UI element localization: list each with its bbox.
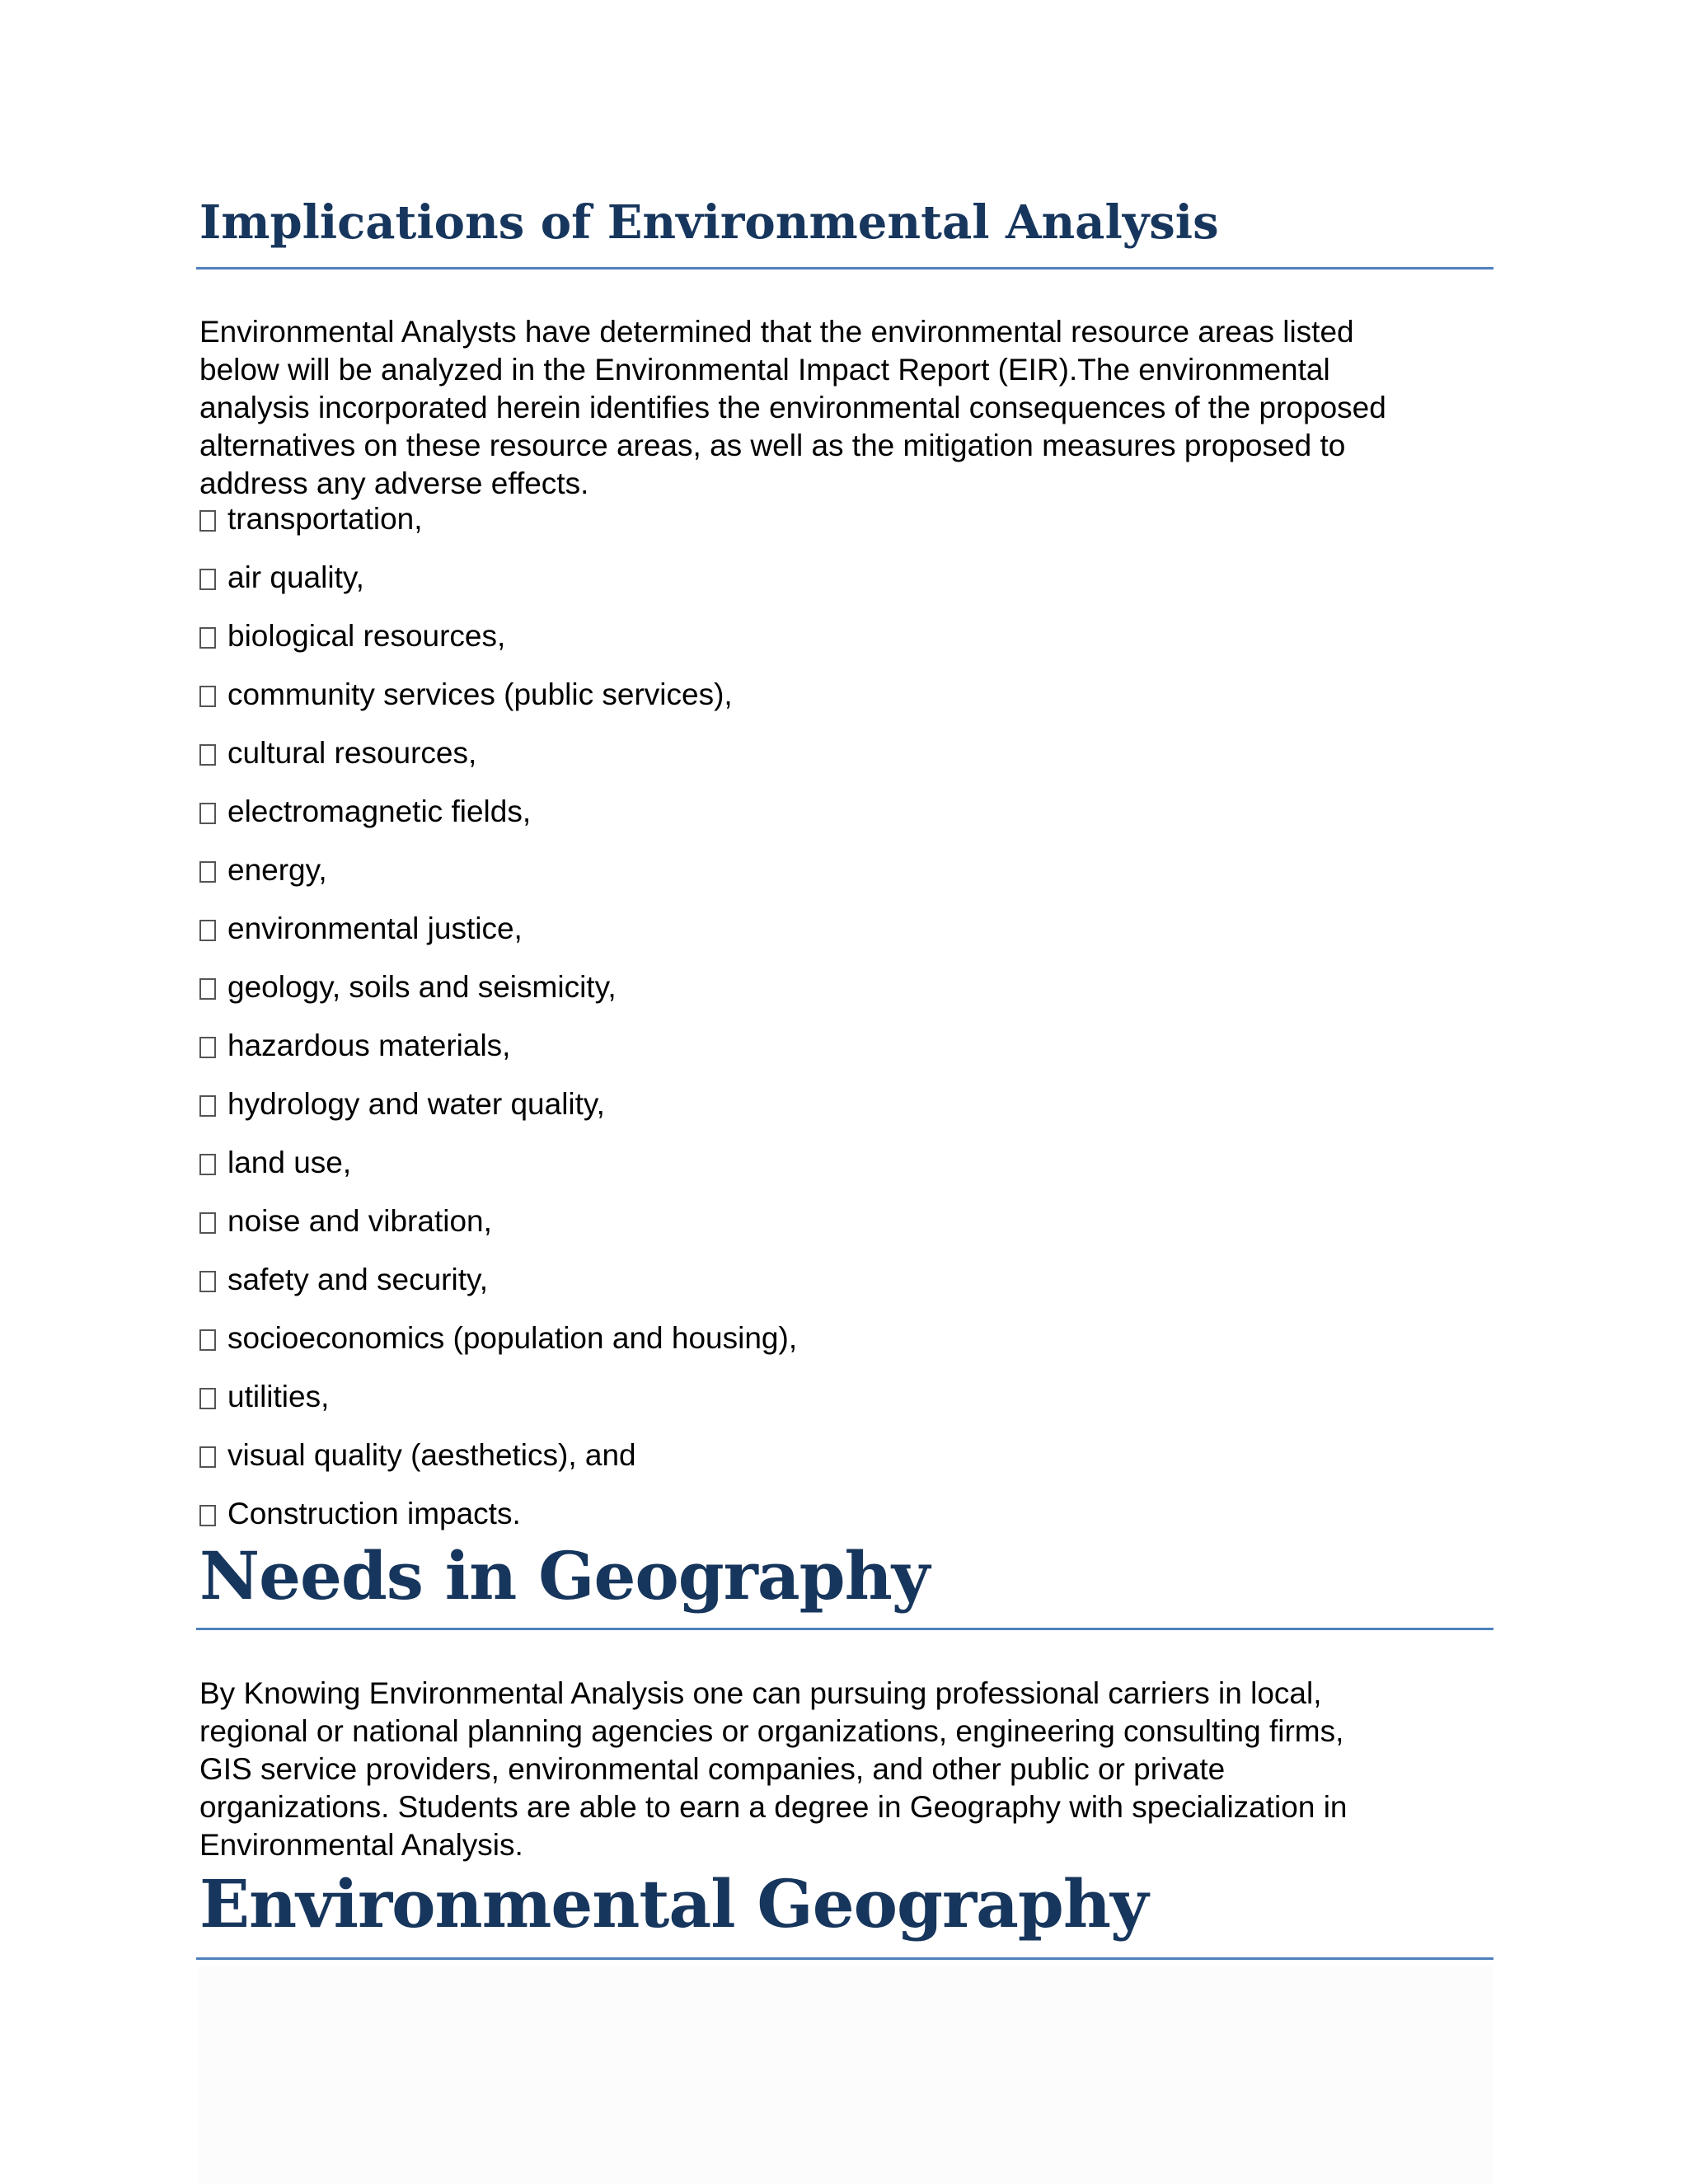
list-item-label: electromagnetic fields, xyxy=(227,794,532,828)
list-item xyxy=(199,617,797,676)
empty-box-icon xyxy=(199,1212,216,1234)
list-item-label: Construction impacts. xyxy=(227,1497,521,1530)
heading-needs-in-geography: Needs in Geography xyxy=(199,1537,930,1615)
heading-rule xyxy=(196,1628,1493,1630)
empty-box-icon xyxy=(199,1037,216,1058)
empty-box-icon xyxy=(199,744,216,766)
list-item-label: environmental justice, xyxy=(227,912,523,945)
paragraph-line: GIS service providers, environmental companies, and other public or private xyxy=(199,1752,1226,1786)
list-item-label: cultural resources, xyxy=(227,736,477,770)
list-item xyxy=(199,676,797,734)
list-item-label: air quality, xyxy=(227,560,364,594)
heading-environmental-geography: Environmental Geography xyxy=(199,1865,1148,1943)
section-implications xyxy=(199,195,1493,250)
list-item-label: transportation, xyxy=(227,502,423,536)
empty-box-icon xyxy=(199,861,216,883)
list-item xyxy=(199,968,797,1027)
paragraph-line: Environmental Analysis. xyxy=(199,1828,523,1862)
list-item xyxy=(199,1261,797,1319)
resource-areas-list xyxy=(199,500,797,1554)
paragraph-implications xyxy=(199,313,1493,503)
empty-box-icon xyxy=(199,1271,216,1292)
paragraph-line: Environmental Analysts have determined that the environmental resource areas listed xyxy=(199,315,1354,349)
list-item xyxy=(199,1027,797,1085)
list-item xyxy=(199,734,797,793)
list-item-label: biological resources, xyxy=(227,619,506,653)
empty-box-icon xyxy=(199,686,216,707)
list-item-label: community services (public services), xyxy=(227,677,733,711)
list-item-label: socioeconomics (population and housing), xyxy=(227,1321,798,1355)
empty-box-icon xyxy=(199,1154,216,1175)
paragraph-needs xyxy=(199,1675,1493,1864)
list-item xyxy=(199,910,797,968)
empty-box-icon xyxy=(199,978,216,1000)
paragraph-line: By Knowing Environmental Analysis one can pursuing professional carriers in local, xyxy=(199,1676,1322,1710)
empty-box-icon xyxy=(199,1446,216,1468)
list-item-label: energy, xyxy=(227,853,327,887)
list-item xyxy=(199,500,797,559)
paragraph-line: alternatives on these resource areas, as well as the mitigation measures proposed to xyxy=(199,429,1346,462)
heading-rule xyxy=(196,1957,1493,1960)
list-item-label: hydrology and water quality, xyxy=(227,1087,605,1121)
list-item xyxy=(199,793,797,851)
list-item-label: hazardous materials, xyxy=(227,1029,511,1062)
list-item-label: visual quality (aesthetics), and xyxy=(227,1438,636,1472)
heading-implications: Implications of Environmental Analysis xyxy=(199,195,1219,250)
list-item xyxy=(199,1085,797,1144)
paragraph-line: regional or national planning agencies or organizations, engineering consulting firms, xyxy=(199,1714,1344,1748)
heading-rule xyxy=(196,267,1493,269)
paragraph-line: analysis incorporated herein identifies the environmental consequences of the proposed xyxy=(199,391,1386,424)
list-item xyxy=(199,1144,797,1202)
empty-box-icon xyxy=(199,920,216,941)
empty-box-icon xyxy=(199,1505,216,1526)
empty-box-icon xyxy=(199,627,216,649)
list-item xyxy=(199,851,797,910)
empty-box-icon xyxy=(199,569,216,590)
empty-box-icon xyxy=(199,510,216,532)
list-item-label: land use, xyxy=(227,1146,352,1179)
list-item xyxy=(199,1436,797,1495)
page-bottom-shading xyxy=(198,1966,1493,2184)
paragraph-line: below will be analyzed in the Environmental Impact Report (EIR).The environmental xyxy=(199,353,1330,387)
empty-box-icon xyxy=(199,1388,216,1409)
list-item xyxy=(199,1319,797,1378)
list-item xyxy=(199,559,797,617)
paragraph-line: organizations. Students are able to earn a degree in Geography with specialization in xyxy=(199,1790,1348,1824)
list-item-label: geology, soils and seismicity, xyxy=(227,970,617,1004)
paragraph-line: address any adverse effects. xyxy=(199,466,589,500)
list-item xyxy=(199,1202,797,1261)
list-item-label: utilities, xyxy=(227,1380,330,1413)
section-environmental-geography xyxy=(199,1865,1493,1943)
empty-box-icon xyxy=(199,1329,216,1351)
empty-box-icon xyxy=(199,803,216,824)
list-item-label: noise and vibration, xyxy=(227,1204,492,1238)
section-needs xyxy=(199,1537,1493,1615)
list-item-label: safety and security, xyxy=(227,1263,489,1296)
empty-box-icon xyxy=(199,1095,216,1117)
list-item xyxy=(199,1378,797,1436)
